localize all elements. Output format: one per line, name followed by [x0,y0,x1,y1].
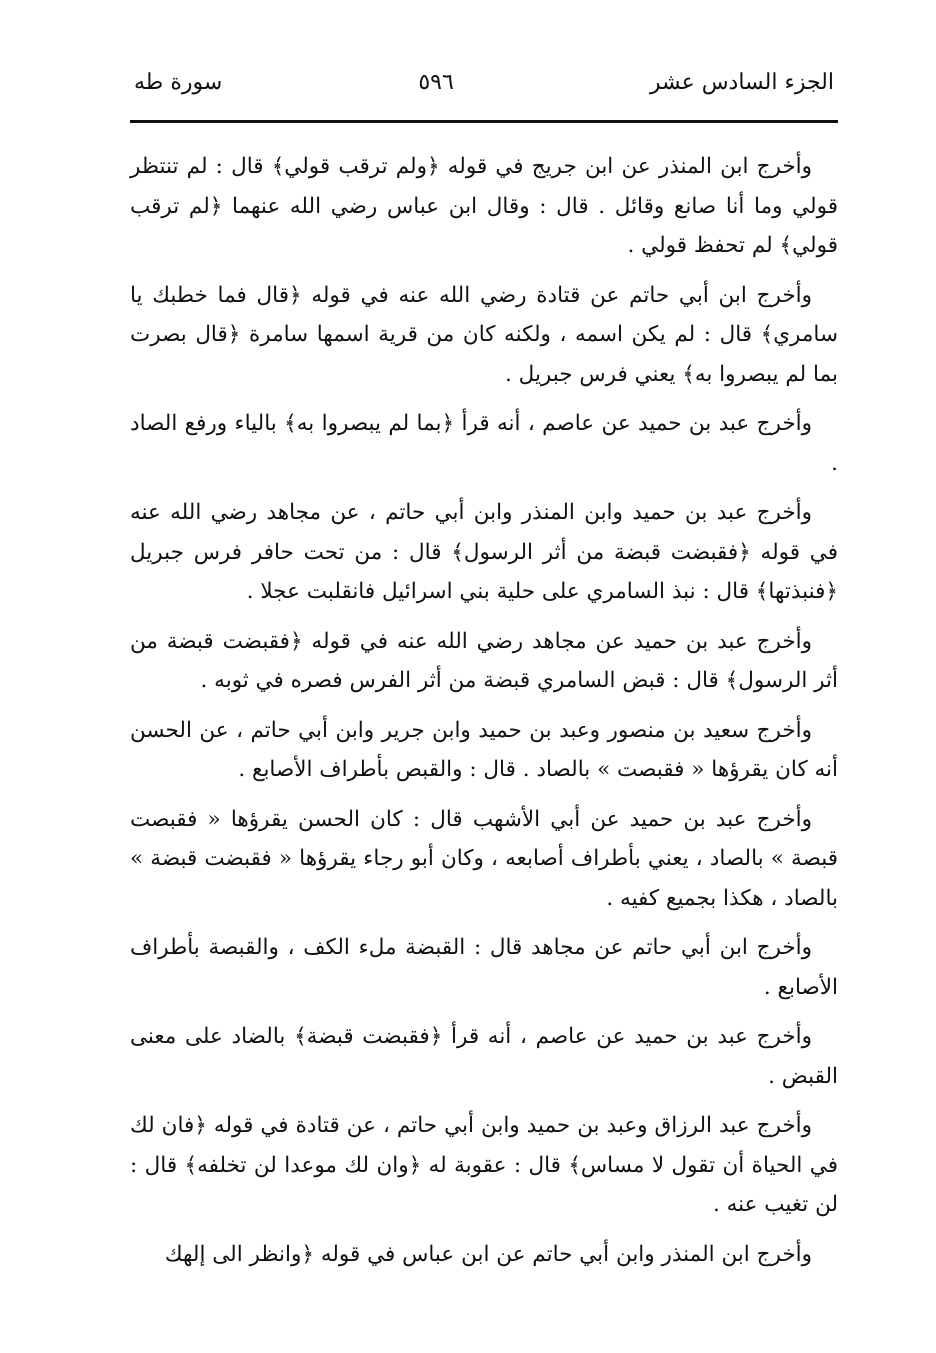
page-number: ٥٩٦ [418,70,454,95]
paragraph: وأخرج ابن أبي حاتم عن مجاهد قال : القبضة ملء الكف ، والقبصة بأطراف الأصابع . [130,935,838,1000]
paragraph: وأخرج عبد بن حميد وابن المنذر وابن أبي حاتم ، عن مجاهد رضي الله عنه في قوله ﴿فقبضت قبضة من أثر الرسول﴾ قال : من تحت حافر فرس جبريل ﴿فنبذتها﴾ قال : نبذ السامري على حلية بني اسرائيل فانقلبت عجلا . [130,500,838,604]
paragraph: وأخرج عبد بن حميد عن مجاهد رضي الله عنه في قوله ﴿فقبضت قبضة من أثر الرسول﴾ قال : قبض السامري قبضة من أثر الفرس فصره في ثوبه . [130,628,838,693]
paragraph: وأخرج ابن أبي حاتم عن قتادة رضي الله عنه في قوله ﴿قال فما خطبك يا سامري﴾ قال : لم يكن اسمه ، ولكنه كان من قرية اسمها سامرة ﴿قال بصرت بما لم يبصروا به﴾ يعني فرس جبريل . [130,282,838,387]
paragraph: وأخرج سعيد بن منصور وعبد بن حميد وابن جرير وابن أبي حاتم ، عن الحسن أنه كان يقرؤها « فقبصت » بالصاد . قال : والقبص بأطراف الأصابع . [130,717,838,782]
paragraph: وأخرج عبد بن حميد عن عاصم ، أنه قرأ ﴿بما لم يبصروا به﴾ بالياء ورفع الصاد . [130,411,838,476]
paragraph: وأخرج عبد بن حميد عن عاصم ، أنه قرأ ﴿فقبضت قبضة﴾ بالضاد على معنى القبض . [130,1024,838,1089]
header-rule [130,120,838,123]
header-surah-title: سورة طه [134,70,223,95]
paragraph: وأخرج عبد الرزاق وعبد بن حميد وابن أبي حاتم ، عن قتادة في قوله ﴿فان لك في الحياة أن تقول لا مساس﴾ قال : عقوبة له ﴿وان لك موعدا لن تخلفه﴾ قال : لن تغيب عنه . [130,1113,838,1217]
paragraph: وأخرج ابن المنذر وابن أبي حاتم عن ابن عباس في قوله ﴿وانظر الى إلهك [164,1241,812,1267]
running-header [130,70,838,110]
header-part-title: الجزء السادس عشر [649,70,834,95]
page-body [130,147,838,1274]
paragraph: وأخرج ابن المنذر عن ابن جريج في قوله ﴿ولم ترقب قولي﴾ قال : لم تنتظر قولي وما أنا صانع وقائل . قال : وقال ابن عباس رضي الله عنهما ﴿لم ترقب قولي﴾ لم تحفظ قولي . [130,154,838,258]
document-page [130,70,838,1284]
paragraph: وأخرج عبد بن حميد عن أبي الأشهب قال : كان الحسن يقرؤها « فقبصت قبصة » بالصاد ، يعني بأطراف أصابعه ، وكان أبو رجاء يقرؤها « فقبضت قبضة » بالصاد ، هكذا بجميع كفيه . [130,806,838,911]
